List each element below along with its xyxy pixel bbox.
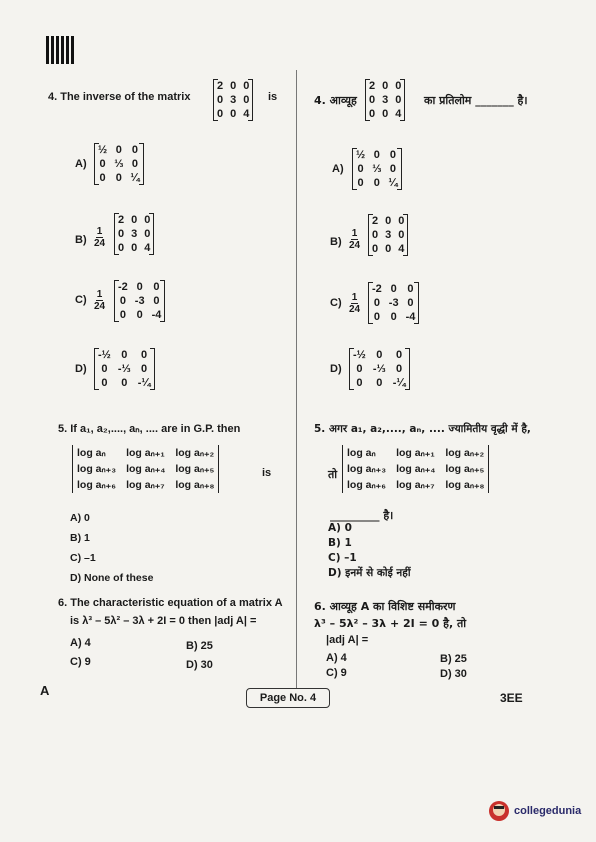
matrix-cell: 0 <box>376 377 383 389</box>
matrix-cell: ⅓ <box>372 163 382 175</box>
q4-optA-matrix-hi <box>352 145 402 190</box>
matrix-cell: 4 <box>395 108 402 120</box>
matrix-cell: ½ <box>356 149 366 161</box>
q5-optB-en: B) 1 <box>70 532 90 544</box>
determinant-cell: log aₙ₊₃ <box>77 463 117 475</box>
determinant-cell: log aₙ₊₈ <box>445 479 485 491</box>
q6-optD-en: D) 30 <box>186 659 213 671</box>
q6-line2-hi: λ³ – 5λ² – 3λ + 2I = 0 है, तो <box>314 617 467 630</box>
matrix-cell: 0 <box>373 297 380 309</box>
q4-title-en <box>48 91 190 103</box>
matrix-cell: 0 <box>369 108 376 120</box>
matrix-cell: 2 <box>118 214 125 226</box>
determinant-cell: log aₙ₊₆ <box>347 479 386 491</box>
matrix-cell: 0 <box>101 377 108 389</box>
matrix-cell: 3 <box>385 229 392 241</box>
matrix-cell: 0 <box>395 94 402 106</box>
q4-matrix-en <box>213 76 253 121</box>
determinant-cell: log aₙ₊₇ <box>126 479 165 491</box>
matrix-cell: -3 <box>388 297 399 309</box>
q6-optA-hi: A) 4 <box>326 652 347 664</box>
matrix-cell: -4 <box>405 311 416 323</box>
q5-tail-hi: _________ है। <box>330 509 394 522</box>
matrix-cell: 0 <box>136 281 143 293</box>
matrix-cell: 0 <box>243 80 250 92</box>
matrix-cell: 0 <box>390 311 397 323</box>
matrix-cell: -¼ <box>392 377 406 389</box>
matrix-cell: 2 <box>369 80 376 92</box>
matrix-cell: 0 <box>118 242 125 254</box>
matrix-cell: 0 <box>141 363 148 375</box>
determinant-cell: log aₙ₊₁ <box>396 447 435 459</box>
matrix-cell: 0 <box>230 108 237 120</box>
matrix-cell: 2 <box>217 80 224 92</box>
matrix-cell: 0 <box>131 214 138 226</box>
q4-optA-label-en: A) <box>75 158 87 170</box>
q5-optA-hi: A) 0 <box>328 522 352 534</box>
matrix-cell: 0 <box>243 94 250 106</box>
matrix-cell: 0 <box>118 228 125 240</box>
matrix-cell: ¼ <box>130 172 140 184</box>
q4-optA-label-hi: A) <box>332 163 344 175</box>
matrix-cell: 0 <box>372 243 379 255</box>
matrix-cell: -½ <box>98 349 111 361</box>
matrix-cell: 3 <box>382 94 389 106</box>
determinant-cell: log aₙ₊₈ <box>175 479 215 491</box>
determinant-cell: log aₙ₊₅ <box>175 463 215 475</box>
matrix-cell: 0 <box>373 149 380 161</box>
matrix-cell: 0 <box>396 363 403 375</box>
q5-optA-en: A) 0 <box>70 512 90 524</box>
matrix-cell: 3 <box>131 228 138 240</box>
matrix-cell: 0 <box>99 172 106 184</box>
matrix-cell: 0 <box>385 243 392 255</box>
matrix-cell: ¼ <box>388 177 398 189</box>
q6-line1-hi: 6. आव्यूह A का विशिष्ट समीकरण <box>314 600 456 613</box>
q5-options-hi <box>328 521 411 581</box>
matrix-cell: 0 <box>398 215 405 227</box>
matrix-cell: 0 <box>357 163 364 175</box>
determinant-cell: log aₙ₊₃ <box>347 463 387 475</box>
matrix-cell: 0 <box>153 281 160 293</box>
brand-name: collegedunia <box>514 805 582 817</box>
q6-line2-en: is λ³ – 5λ² – 3λ + 2I = 0 then |adj A| = <box>70 615 257 627</box>
column-divider <box>296 70 297 690</box>
determinant-cell: log aₙ₊₇ <box>396 479 435 491</box>
q5-pre-hi: तो <box>328 468 338 481</box>
q4-optC-label-hi: C) <box>330 297 342 309</box>
q6-optC-hi: C) 9 <box>326 667 347 679</box>
q6-line1-en: 6. The characteristic equation of a matrix A <box>58 597 283 609</box>
matrix-cell: 4 <box>398 243 405 255</box>
brand-avatar-icon <box>488 800 510 822</box>
matrix-cell: ½ <box>98 144 108 156</box>
matrix-cell: 0 <box>373 177 380 189</box>
q5-tail-en: is <box>262 467 272 479</box>
determinant-cell: log aₙ₊₆ <box>77 479 116 491</box>
matrix-cell: 3 <box>230 94 237 106</box>
footer-paper-code: 3EE <box>500 691 523 705</box>
matrix-cell: 0 <box>217 108 224 120</box>
q4-title-hi: 4. आव्यूह <box>314 94 357 107</box>
matrix-cell: 0 <box>407 283 414 295</box>
determinant-cell: log aₙ₊₄ <box>396 463 436 475</box>
q5-optC-en: C) –1 <box>70 552 96 564</box>
matrix-cell: 0 <box>153 295 160 307</box>
matrix-cell: 0 <box>131 144 139 156</box>
matrix-cell: 0 <box>131 242 138 254</box>
qr-code <box>46 36 74 64</box>
q4-optC-label-en: C) <box>75 294 87 306</box>
matrix-cell: 0 <box>119 309 126 321</box>
q6-optD-hi: D) 30 <box>440 668 467 680</box>
matrix-cell: 0 <box>99 158 106 170</box>
determinant-cell: log aₙ₊₂ <box>175 447 215 459</box>
q5-title-hi: 5. अगर a₁, a₂,...., aₙ, .... ज्यामितीय वृद्धी में है, <box>314 423 531 435</box>
page-number-box: Page No. 4 <box>246 688 330 708</box>
q4-optB-matrix-hi <box>368 211 408 256</box>
matrix-cell: ⅓ <box>114 158 124 170</box>
q4-optA-matrix-en <box>94 140 144 185</box>
q4-title-text-en: 4. The inverse of the matrix <box>48 91 191 103</box>
determinant-cell: log aₙ <box>77 447 106 459</box>
q5-optD-hi: D) इनमें से कोई नहीं <box>328 567 411 579</box>
q4-optB-label-hi: B) <box>330 236 342 248</box>
matrix-cell: 0 <box>121 377 128 389</box>
matrix-cell: -⅓ <box>117 363 131 375</box>
q4-optC-matrix-hi <box>368 279 419 324</box>
q4-optB-label-en: B) <box>75 234 87 246</box>
matrix-cell: -2 <box>118 281 128 293</box>
q4-optD-label-hi: D) <box>330 363 342 375</box>
matrix-cell: 0 <box>382 80 389 92</box>
matrix-cell: 0 <box>131 158 139 170</box>
q5-optC-hi: C) –1 <box>328 552 357 564</box>
matrix-cell: 0 <box>372 229 379 241</box>
matrix-cell: 0 <box>217 94 224 106</box>
matrix-cell: 0 <box>390 283 397 295</box>
matrix-cell: 0 <box>398 229 405 241</box>
q4-optB-frac-en: $\frac{1}{24}$ <box>94 226 106 249</box>
q4-optD-matrix-hi <box>349 345 410 390</box>
brand-logo <box>488 800 581 822</box>
determinant-cell: log aₙ₊₁ <box>126 447 165 459</box>
matrix-cell: -4 <box>151 309 162 321</box>
footer-set-code: A <box>40 683 50 698</box>
q5-det-en <box>72 443 219 493</box>
matrix-cell: 0 <box>115 172 122 184</box>
q4-optD-matrix-en <box>94 345 155 390</box>
matrix-cell: 0 <box>389 149 397 161</box>
q5-optB-hi: B) 1 <box>328 537 352 549</box>
q5-det-hi <box>342 443 489 493</box>
q6-optA-en: A) 4 <box>70 637 91 649</box>
q4-tail-en: is <box>268 91 278 103</box>
matrix-cell: 0 <box>119 295 126 307</box>
q5-options-en <box>70 508 153 588</box>
matrix-cell: 0 <box>369 94 376 106</box>
matrix-cell: 0 <box>373 311 380 323</box>
matrix-cell: -⅓ <box>372 363 386 375</box>
matrix-cell: 0 <box>144 228 151 240</box>
q4-optC-frac-en: $\frac{1}{24}$ <box>94 289 106 312</box>
matrix-cell: 0 <box>230 80 237 92</box>
q4-matrix-hi <box>365 76 405 121</box>
determinant-cell: log aₙ₊₄ <box>126 463 166 475</box>
matrix-cell: 0 <box>357 177 364 189</box>
matrix-cell: 0 <box>356 363 363 375</box>
q4-optC-matrix-en <box>114 277 165 322</box>
determinant-cell: log aₙ <box>347 447 376 459</box>
matrix-cell: -¼ <box>137 377 151 389</box>
q4-tail-hi: का प्रतिलोम _______ है। <box>424 94 528 107</box>
matrix-cell: 2 <box>372 215 379 227</box>
q5-optD-en: D) None of these <box>70 572 154 584</box>
q4-optD-label-en: D) <box>75 363 87 375</box>
q6-line3-hi: |adj A| = <box>326 634 369 646</box>
determinant-cell: log aₙ₊₂ <box>445 447 485 459</box>
q4-optB-matrix-en <box>114 210 154 255</box>
q6-optB-hi: B) 25 <box>440 653 467 665</box>
matrix-cell: 0 <box>389 163 397 175</box>
matrix-cell: 0 <box>144 214 151 226</box>
matrix-cell: 0 <box>115 144 122 156</box>
matrix-cell: -3 <box>134 295 145 307</box>
matrix-cell: 0 <box>121 349 128 361</box>
matrix-cell: 0 <box>395 80 402 92</box>
matrix-cell: 4 <box>144 242 151 254</box>
matrix-cell: 0 <box>136 309 143 321</box>
determinant-cell: log aₙ₊₅ <box>445 463 485 475</box>
matrix-cell: -½ <box>353 349 366 361</box>
q4-optC-frac-hi: $\frac{1}{24}$ <box>349 292 361 315</box>
matrix-cell: 0 <box>356 377 363 389</box>
q6-optB-en: B) 25 <box>186 640 213 652</box>
matrix-cell: 0 <box>141 349 148 361</box>
matrix-cell: 4 <box>243 108 250 120</box>
matrix-cell: -2 <box>372 283 382 295</box>
matrix-cell: 0 <box>407 297 414 309</box>
matrix-cell: 0 <box>382 108 389 120</box>
q4-optB-frac-hi: $\frac{1}{24}$ <box>349 228 361 251</box>
matrix-cell: 0 <box>376 349 383 361</box>
q6-optC-en: C) 9 <box>70 656 91 668</box>
matrix-cell: 0 <box>385 215 392 227</box>
matrix-cell: 0 <box>396 349 403 361</box>
matrix-cell: 0 <box>101 363 108 375</box>
q5-title-en: 5. If a₁, a₂,...., aₙ, .... are in G.P. then <box>58 423 241 435</box>
